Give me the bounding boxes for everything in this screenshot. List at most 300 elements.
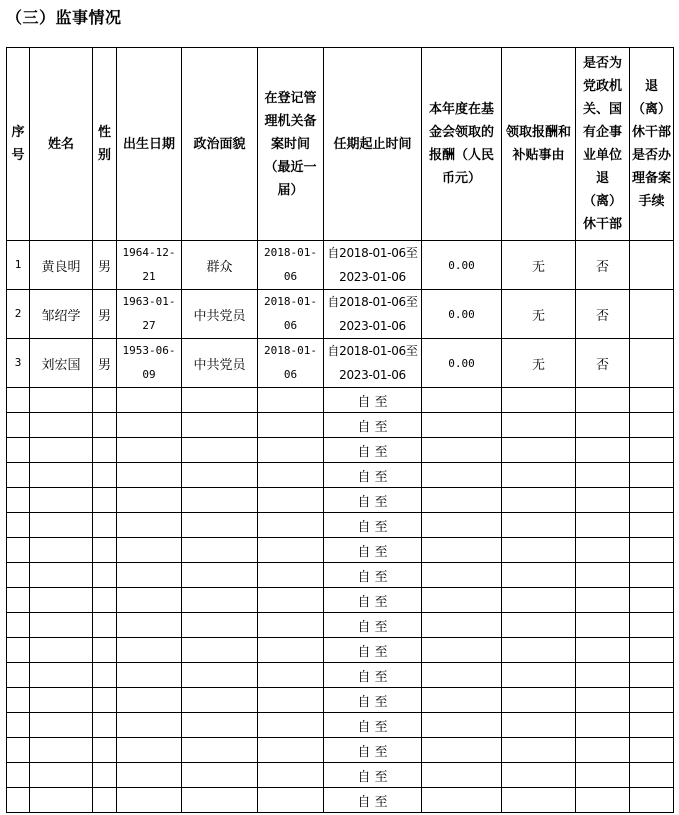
empty-cell <box>630 463 674 488</box>
empty-cell <box>630 563 674 588</box>
empty-cell <box>93 663 117 688</box>
empty-cell <box>630 688 674 713</box>
empty-cell <box>502 563 576 588</box>
term-from: 自 <box>357 644 371 660</box>
empty-cell <box>422 513 502 538</box>
cell-pay: 0.00 <box>422 339 502 388</box>
empty-cell <box>258 713 324 738</box>
empty-cell <box>502 663 576 688</box>
cell-reason: 无 <box>502 339 576 388</box>
empty-cell <box>30 638 93 663</box>
empty-cell <box>182 613 258 638</box>
term-to: 至 <box>374 769 388 785</box>
empty-cell <box>630 638 674 663</box>
empty-cell <box>93 588 117 613</box>
empty-cell <box>576 613 630 638</box>
empty-cell <box>422 688 502 713</box>
term-to: 至 <box>374 669 388 685</box>
header-line: 业单位 <box>582 148 622 163</box>
term-to: 至 <box>374 519 388 535</box>
cell-term <box>324 763 422 788</box>
empty-cell <box>258 638 324 663</box>
empty-cell <box>502 588 576 613</box>
table-row <box>7 438 674 463</box>
empty-cell <box>93 488 117 513</box>
table-row <box>7 588 674 613</box>
cell-term <box>324 488 422 513</box>
empty-cell <box>7 638 30 663</box>
cell-name: 刘宏国 <box>30 339 93 388</box>
header-line: 手续 <box>638 194 665 209</box>
empty-cell <box>7 713 30 738</box>
term-from: 自 <box>357 694 371 710</box>
empty-cell <box>630 713 674 738</box>
empty-cell <box>7 663 30 688</box>
empty-cell <box>30 513 93 538</box>
empty-cell <box>422 388 502 413</box>
empty-cell <box>30 713 93 738</box>
empty-cell <box>93 513 117 538</box>
cell-filed-line: 06 <box>283 368 298 381</box>
empty-cell <box>182 513 258 538</box>
empty-cell <box>258 738 324 763</box>
empty-cell <box>576 763 630 788</box>
empty-cell <box>117 688 182 713</box>
empty-cell <box>258 538 324 563</box>
empty-cell <box>630 738 674 763</box>
cell-gender: 男 <box>93 290 117 339</box>
header-row <box>7 48 674 241</box>
empty-cell <box>117 513 182 538</box>
term-to: 至 <box>374 444 388 460</box>
cell-birth <box>117 290 182 339</box>
cell-term-line: 2023-01-06 <box>339 270 406 284</box>
empty-cell <box>30 763 93 788</box>
header-line: 党政机 <box>582 79 622 94</box>
header-line: 别 <box>97 148 111 163</box>
header-line: 姓名 <box>47 136 74 152</box>
empty-cell <box>630 788 674 813</box>
header-line: 是否办 <box>631 148 671 163</box>
empty-cell <box>576 563 630 588</box>
empty-cell <box>502 538 576 563</box>
empty-cell <box>117 413 182 438</box>
empty-cell <box>576 463 630 488</box>
empty-cell <box>7 738 30 763</box>
header-line: 理备案 <box>631 171 671 186</box>
table-row <box>7 613 674 638</box>
term-from: 自 <box>357 569 371 585</box>
empty-cell <box>502 413 576 438</box>
empty-cell <box>93 413 117 438</box>
header-line: 届） <box>277 182 304 198</box>
cell-term <box>324 738 422 763</box>
empty-cell <box>93 438 117 463</box>
term-from: 自 <box>357 494 371 510</box>
empty-cell <box>182 588 258 613</box>
cell-pay: 0.00 <box>422 241 502 290</box>
empty-cell <box>182 538 258 563</box>
cell-reason: 无 <box>502 290 576 339</box>
empty-cell <box>258 463 324 488</box>
header-line: 政治面貌 <box>193 136 246 152</box>
empty-cell <box>258 588 324 613</box>
empty-cell <box>182 663 258 688</box>
cell-record <box>630 241 674 290</box>
empty-cell <box>576 438 630 463</box>
empty-cell <box>93 613 117 638</box>
empty-cell <box>630 513 674 538</box>
header-record <box>630 48 674 241</box>
empty-cell <box>576 588 630 613</box>
table-row <box>7 513 674 538</box>
empty-cell <box>7 788 30 813</box>
empty-cell <box>258 613 324 638</box>
header-filed <box>258 48 324 241</box>
term-from: 自 <box>357 419 371 435</box>
empty-cell <box>93 638 117 663</box>
header-line: 在登记管 <box>264 90 317 106</box>
term-from: 自 <box>357 519 371 535</box>
term-to: 至 <box>374 569 388 585</box>
empty-cell <box>182 713 258 738</box>
cell-filed-line: 2018-01- <box>264 295 317 308</box>
header-retired <box>576 48 630 241</box>
cell-term-line: 2023-01-06 <box>339 368 406 382</box>
table-row <box>7 538 674 563</box>
cell-term-line: 2023-01-06 <box>339 319 406 333</box>
term-to: 至 <box>374 694 388 710</box>
term-from: 自 <box>357 619 371 635</box>
header-line: （离） <box>582 194 622 209</box>
cell-filed-line: 2018-01- <box>264 344 317 357</box>
empty-cell <box>30 388 93 413</box>
empty-cell <box>7 388 30 413</box>
cell-term <box>324 339 422 388</box>
empty-cell <box>258 438 324 463</box>
empty-cell <box>182 413 258 438</box>
header-line: 休干部 <box>631 125 671 140</box>
empty-cell <box>258 688 324 713</box>
header-no <box>7 48 30 241</box>
cell-birth-line: 09 <box>142 368 156 381</box>
empty-cell <box>576 513 630 538</box>
header-line: 性 <box>97 125 111 140</box>
empty-cell <box>422 788 502 813</box>
cell-record <box>630 339 674 388</box>
cell-reason: 无 <box>502 241 576 290</box>
empty-cell <box>93 563 117 588</box>
empty-cell <box>422 563 502 588</box>
term-from: 自 <box>357 794 371 810</box>
cell-no: 2 <box>7 290 30 339</box>
empty-cell <box>93 388 117 413</box>
empty-cell <box>182 388 258 413</box>
cell-term <box>324 388 422 413</box>
header-line: 关、国 <box>582 102 622 117</box>
cell-name: 邹绍学 <box>30 290 93 339</box>
empty-cell <box>30 688 93 713</box>
header-line: 出生日期 <box>122 136 175 152</box>
term-from: 自 <box>357 544 371 560</box>
term-from: 自 <box>357 594 371 610</box>
header-line: 休干部 <box>582 217 622 232</box>
empty-cell <box>502 713 576 738</box>
empty-cell <box>422 763 502 788</box>
table-row <box>7 463 674 488</box>
empty-cell <box>30 438 93 463</box>
term-to: 至 <box>374 794 388 810</box>
empty-cell <box>30 613 93 638</box>
empty-cell <box>182 488 258 513</box>
supervisors-table <box>6 47 674 813</box>
cell-term <box>324 688 422 713</box>
cell-filed <box>258 241 324 290</box>
empty-cell <box>630 413 674 438</box>
empty-cell <box>117 713 182 738</box>
empty-cell <box>502 388 576 413</box>
term-to: 至 <box>374 719 388 735</box>
term-to: 至 <box>374 744 388 760</box>
empty-cell <box>630 488 674 513</box>
header-name <box>30 48 93 241</box>
empty-cell <box>117 388 182 413</box>
empty-cell <box>182 688 258 713</box>
cell-name: 黄良明 <box>30 241 93 290</box>
empty-cell <box>117 588 182 613</box>
table-body <box>7 241 674 813</box>
empty-cell <box>7 463 30 488</box>
empty-cell <box>502 638 576 663</box>
empty-cell <box>502 613 576 638</box>
empty-cell <box>30 663 93 688</box>
table-row <box>7 763 674 788</box>
header-political <box>182 48 258 241</box>
table-row <box>7 663 674 688</box>
empty-cell <box>502 788 576 813</box>
empty-cell <box>502 463 576 488</box>
empty-cell <box>30 788 93 813</box>
empty-cell <box>576 488 630 513</box>
empty-cell <box>422 713 502 738</box>
empty-cell <box>576 663 630 688</box>
header-line: 币元） <box>441 171 481 186</box>
term-from: 自 <box>357 469 371 485</box>
section-title: （三）监事情况 <box>6 8 122 27</box>
header-line: 报酬（人民 <box>428 148 494 163</box>
empty-cell <box>630 613 674 638</box>
header-line: 退 <box>595 171 609 186</box>
term-to: 至 <box>374 494 388 510</box>
empty-cell <box>576 713 630 738</box>
header-line: 领取报酬和 <box>505 125 571 140</box>
empty-cell <box>422 613 502 638</box>
empty-cell <box>630 388 674 413</box>
empty-cell <box>576 788 630 813</box>
empty-cell <box>7 538 30 563</box>
header-line: 是否为 <box>582 56 622 71</box>
term-to: 至 <box>374 469 388 485</box>
header-birth <box>117 48 182 241</box>
empty-cell <box>422 463 502 488</box>
cell-term <box>324 788 422 813</box>
empty-cell <box>7 613 30 638</box>
empty-cell <box>576 688 630 713</box>
empty-cell <box>93 738 117 763</box>
cell-birth-line: 1953-06- <box>122 344 176 357</box>
empty-cell <box>502 488 576 513</box>
cell-term <box>324 588 422 613</box>
empty-cell <box>117 438 182 463</box>
empty-cell <box>422 588 502 613</box>
cell-retired: 否 <box>576 339 630 388</box>
term-to: 至 <box>374 644 388 660</box>
empty-cell <box>30 588 93 613</box>
header-line: 金会领取的 <box>428 125 494 140</box>
cell-birth <box>117 241 182 290</box>
header-line: 有企事 <box>582 125 622 140</box>
table-row <box>7 339 674 388</box>
empty-cell <box>630 438 674 463</box>
cell-political: 群众 <box>182 241 258 290</box>
empty-cell <box>576 538 630 563</box>
table-row <box>7 738 674 763</box>
empty-cell <box>182 563 258 588</box>
empty-cell <box>502 763 576 788</box>
table-row <box>7 413 674 438</box>
cell-political: 中共党员 <box>182 290 258 339</box>
empty-cell <box>93 463 117 488</box>
empty-cell <box>93 688 117 713</box>
header-line: （最近一 <box>264 159 317 175</box>
empty-cell <box>502 738 576 763</box>
cell-term-line: 自2018-01-06至 <box>327 295 418 309</box>
cell-birth-line: 27 <box>142 319 156 332</box>
empty-cell <box>117 538 182 563</box>
empty-cell <box>117 563 182 588</box>
empty-cell <box>258 513 324 538</box>
term-from: 自 <box>357 394 371 410</box>
cell-filed-line: 06 <box>283 319 298 332</box>
empty-cell <box>117 638 182 663</box>
cell-term <box>324 563 422 588</box>
cell-gender: 男 <box>93 241 117 290</box>
empty-cell <box>30 738 93 763</box>
cell-term <box>324 538 422 563</box>
table-row <box>7 241 674 290</box>
empty-cell <box>576 738 630 763</box>
empty-cell <box>258 663 324 688</box>
cell-term <box>324 513 422 538</box>
table-row <box>7 788 674 813</box>
table-row <box>7 688 674 713</box>
empty-cell <box>258 388 324 413</box>
empty-cell <box>182 788 258 813</box>
cell-term <box>324 638 422 663</box>
empty-cell <box>117 738 182 763</box>
cell-filed <box>258 290 324 339</box>
empty-cell <box>93 763 117 788</box>
cell-term <box>324 438 422 463</box>
empty-cell <box>258 563 324 588</box>
empty-cell <box>182 638 258 663</box>
cell-term <box>324 290 422 339</box>
empty-cell <box>422 663 502 688</box>
header-line: 案时间 <box>270 136 310 152</box>
header-pay <box>422 48 502 241</box>
empty-cell <box>258 488 324 513</box>
empty-cell <box>182 463 258 488</box>
empty-cell <box>422 413 502 438</box>
cell-filed <box>258 339 324 388</box>
cell-retired: 否 <box>576 290 630 339</box>
empty-cell <box>258 763 324 788</box>
header-term <box>324 48 422 241</box>
cell-term-line: 自2018-01-06至 <box>327 246 418 260</box>
term-to: 至 <box>374 594 388 610</box>
header-line: 理机关备 <box>264 113 317 129</box>
table-row <box>7 713 674 738</box>
empty-cell <box>502 513 576 538</box>
header-line: 任期起止时间 <box>333 136 412 152</box>
table-row <box>7 488 674 513</box>
cell-no: 1 <box>7 241 30 290</box>
cell-gender: 男 <box>93 339 117 388</box>
cell-term <box>324 241 422 290</box>
empty-cell <box>30 538 93 563</box>
table-row <box>7 290 674 339</box>
empty-cell <box>576 388 630 413</box>
empty-cell <box>422 488 502 513</box>
header-gender <box>93 48 117 241</box>
empty-cell <box>630 763 674 788</box>
empty-cell <box>630 663 674 688</box>
empty-cell <box>182 763 258 788</box>
cell-filed-line: 2018-01- <box>264 246 317 259</box>
empty-cell <box>7 688 30 713</box>
empty-cell <box>502 438 576 463</box>
empty-cell <box>7 438 30 463</box>
empty-cell <box>7 563 30 588</box>
empty-cell <box>30 463 93 488</box>
term-to: 至 <box>374 619 388 635</box>
term-from: 自 <box>357 669 371 685</box>
cell-birth-line: 1964-12- <box>122 246 176 259</box>
empty-cell <box>630 538 674 563</box>
term-from: 自 <box>357 719 371 735</box>
cell-retired: 否 <box>576 241 630 290</box>
cell-political: 中共党员 <box>182 339 258 388</box>
term-to: 至 <box>374 544 388 560</box>
empty-cell <box>422 638 502 663</box>
empty-cell <box>117 463 182 488</box>
cell-no: 3 <box>7 339 30 388</box>
empty-cell <box>7 588 30 613</box>
empty-cell <box>117 763 182 788</box>
header-line: 补贴事由 <box>512 148 565 163</box>
empty-cell <box>117 663 182 688</box>
cell-birth <box>117 339 182 388</box>
header-line: 序 <box>11 125 25 140</box>
table-row <box>7 563 674 588</box>
empty-cell <box>7 488 30 513</box>
table-row <box>7 638 674 663</box>
empty-cell <box>30 563 93 588</box>
empty-cell <box>502 688 576 713</box>
table-row <box>7 388 674 413</box>
cell-term <box>324 713 422 738</box>
header-line: （离） <box>631 102 671 117</box>
